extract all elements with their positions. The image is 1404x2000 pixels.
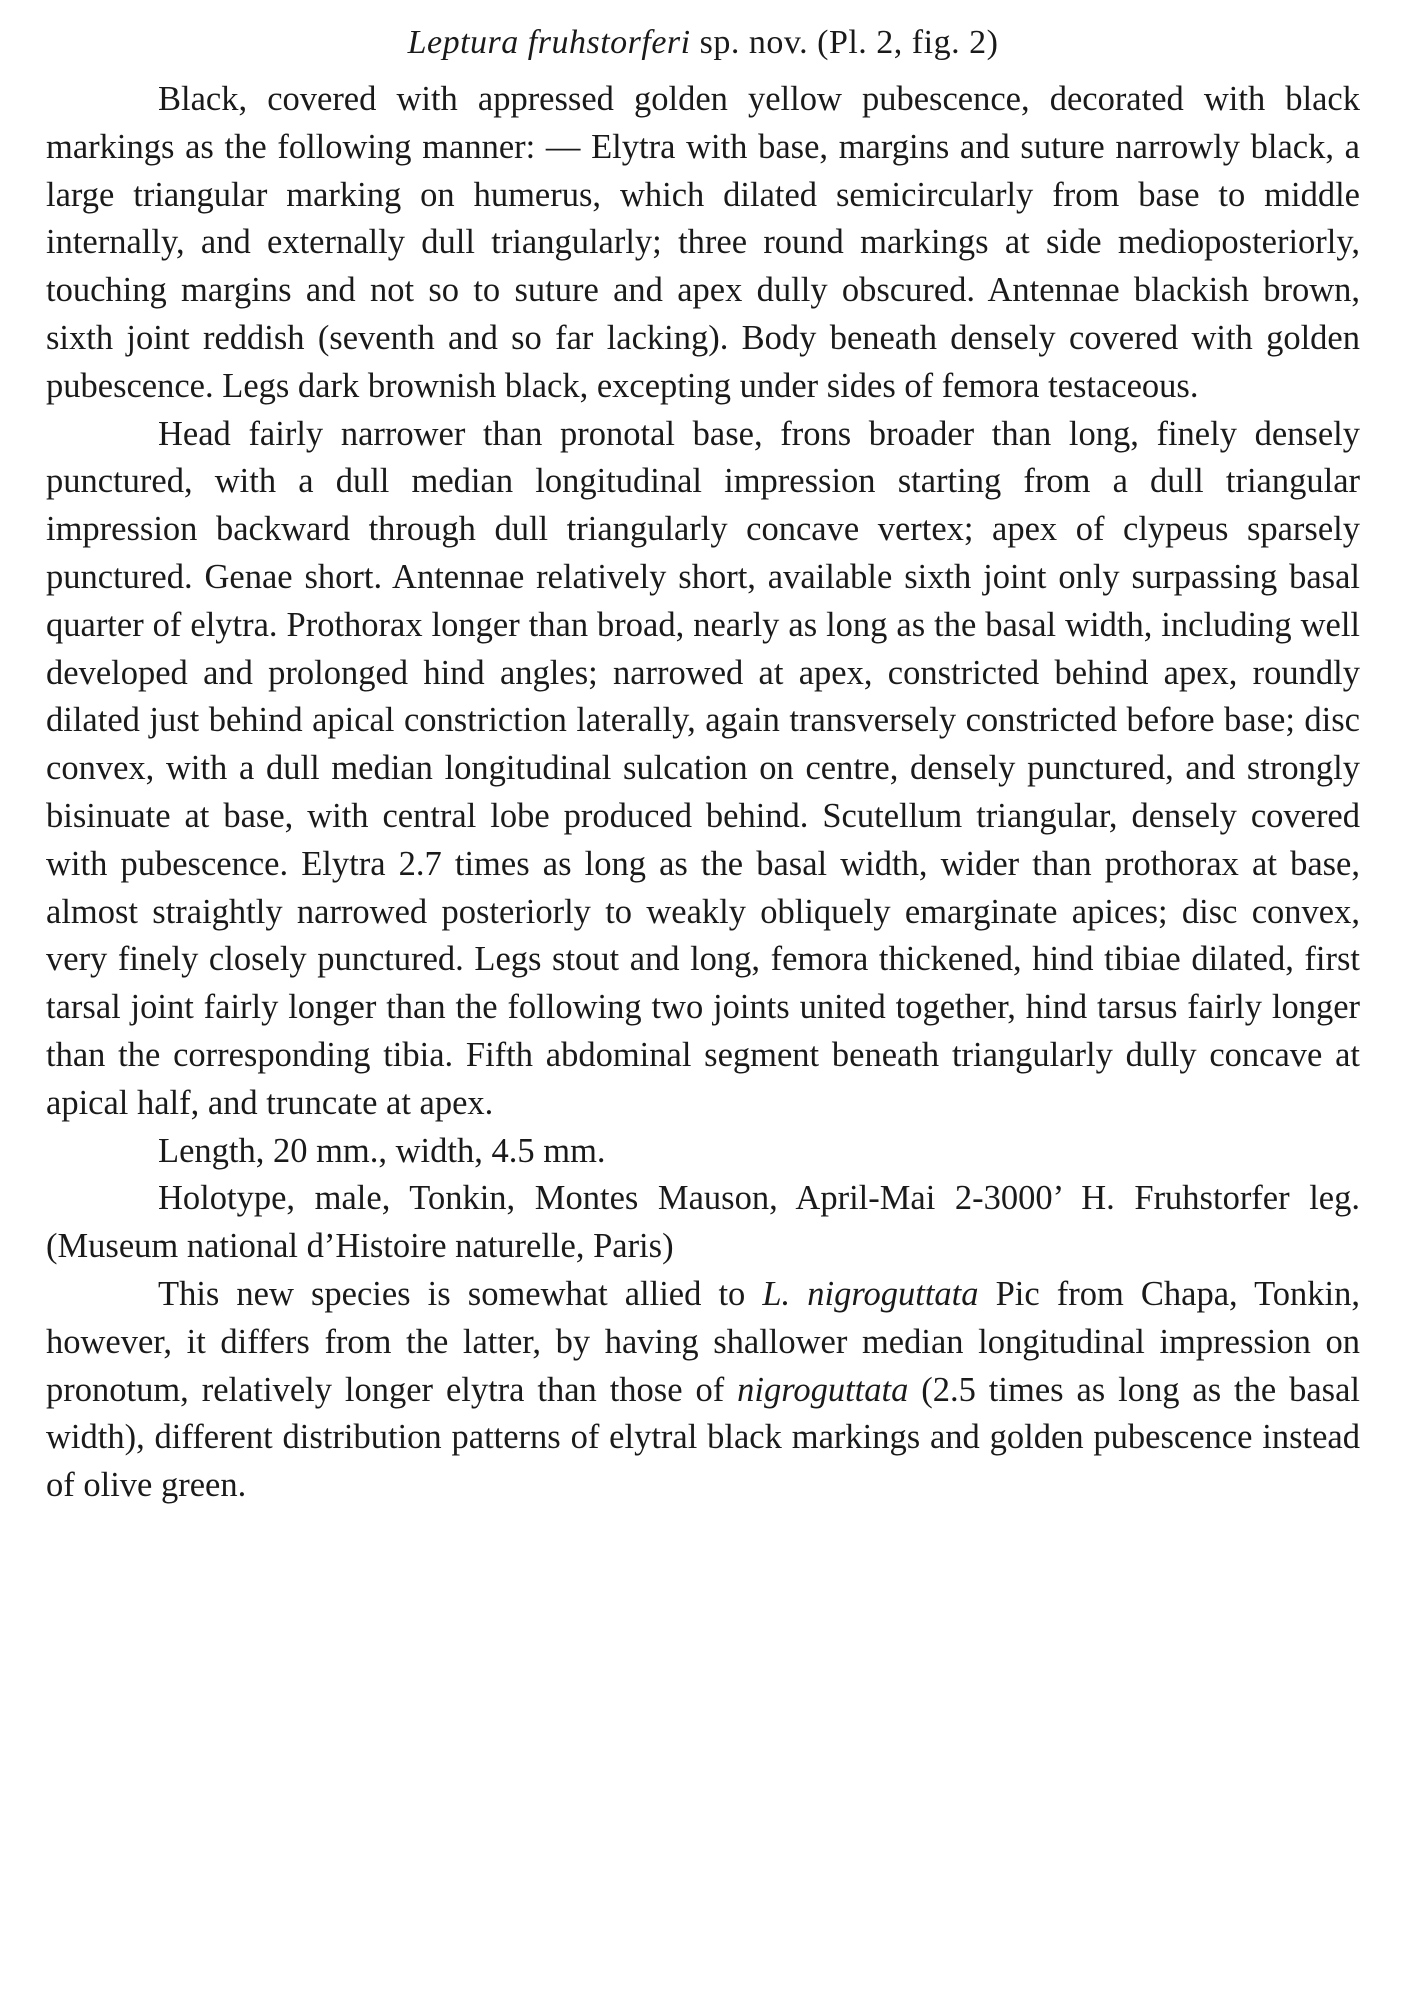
description-body <box>46 76 1360 1510</box>
comparison-species-2: nigroguttata <box>737 1370 909 1409</box>
paragraph-comparison <box>46 1271 1360 1510</box>
paragraph-coloration: Black, covered with appressed golden yellow pubescence, decorated with black markings as the following manner: — Elytra with base, margins and suture narrowly black, a large triangular marking on humerus, which dilated semicircularly from base to middle internally, and externally dull triangularly; three round markings at side medioposteriorly, touching margins and not so to suture and apex dully obscured. Antennae blackish brown, sixth joint reddish (seventh and so far lacking). Body beneath densely covered with golden pubescence. Legs dark brownish black, excepting under sides of femora testaceous. <box>46 80 1360 405</box>
comparison-text-2: Pic from Chapa, Tonkin, however, it differs from the latter, by having shallower median longitudinal impression on pronotum, relatively longer elytra than those of <box>46 1274 1360 1409</box>
paragraph-morphology: Head fairly narrower than pronotal base, frons broader than long, finely densely punctured, with a dull median longitudinal impression starting from a dull triangular impression backward through dull triangularly concave vertex; apex of clypeus sparsely punctured. Genae short. Antennae relatively short, available sixth joint only surpassing basal quarter of elytra. Prothorax longer than broad, nearly as long as the basal width, including well developed and prolonged hind angles; narrowed at apex, constricted behind apex, roundly dilated just behind apical constriction laterally, again transversely constricted before base; disc convex, with a dull median longitudinal sulcation on centre, densely punctured, and strongly bisinuate at base, with central lobe produced behind. Scutellum triangular, densely covered with pubescence. Elytra 2.7 times as long as the basal width, wider than prothorax at base, almost straightly narrowed posteriorly to weakly obliquely emarginate apices; disc convex, very finely closely punctured. Legs stout and long, femora thickened, hind tibiae dilated, first tarsal joint fairly longer than the following two joints united together, hind tarsus fairly longer than the corresponding tibia. Fifth abdominal segment beneath triangularly dully concave at apical half, and truncate at apex. <box>46 414 1360 1122</box>
comparison-species-1: L. nigroguttata <box>762 1274 979 1313</box>
comparison-text-3: (2.5 times as long as the basal width), different distribution patterns of elytral black markings and golden pubescence instead of olive green. <box>46 1370 1360 1505</box>
document-page <box>46 18 1360 1510</box>
species-name: Leptura fruhstorferi <box>407 24 691 61</box>
heading-suffix: sp. nov. (Pl. 2, fig. 2) <box>690 24 999 61</box>
paragraph-measurements: Length, 20 mm., width, 4.5 mm. <box>158 1131 606 1170</box>
species-heading <box>46 18 1360 68</box>
paragraph-holotype: Holotype, male, Tonkin, Montes Mauson, April-Mai 2-3000’ H. Fruhstorfer leg. (Museum national d’Histoire naturelle, Paris) <box>46 1179 1360 1266</box>
comparison-text-1: This new species is somewhat allied to <box>158 1274 763 1313</box>
